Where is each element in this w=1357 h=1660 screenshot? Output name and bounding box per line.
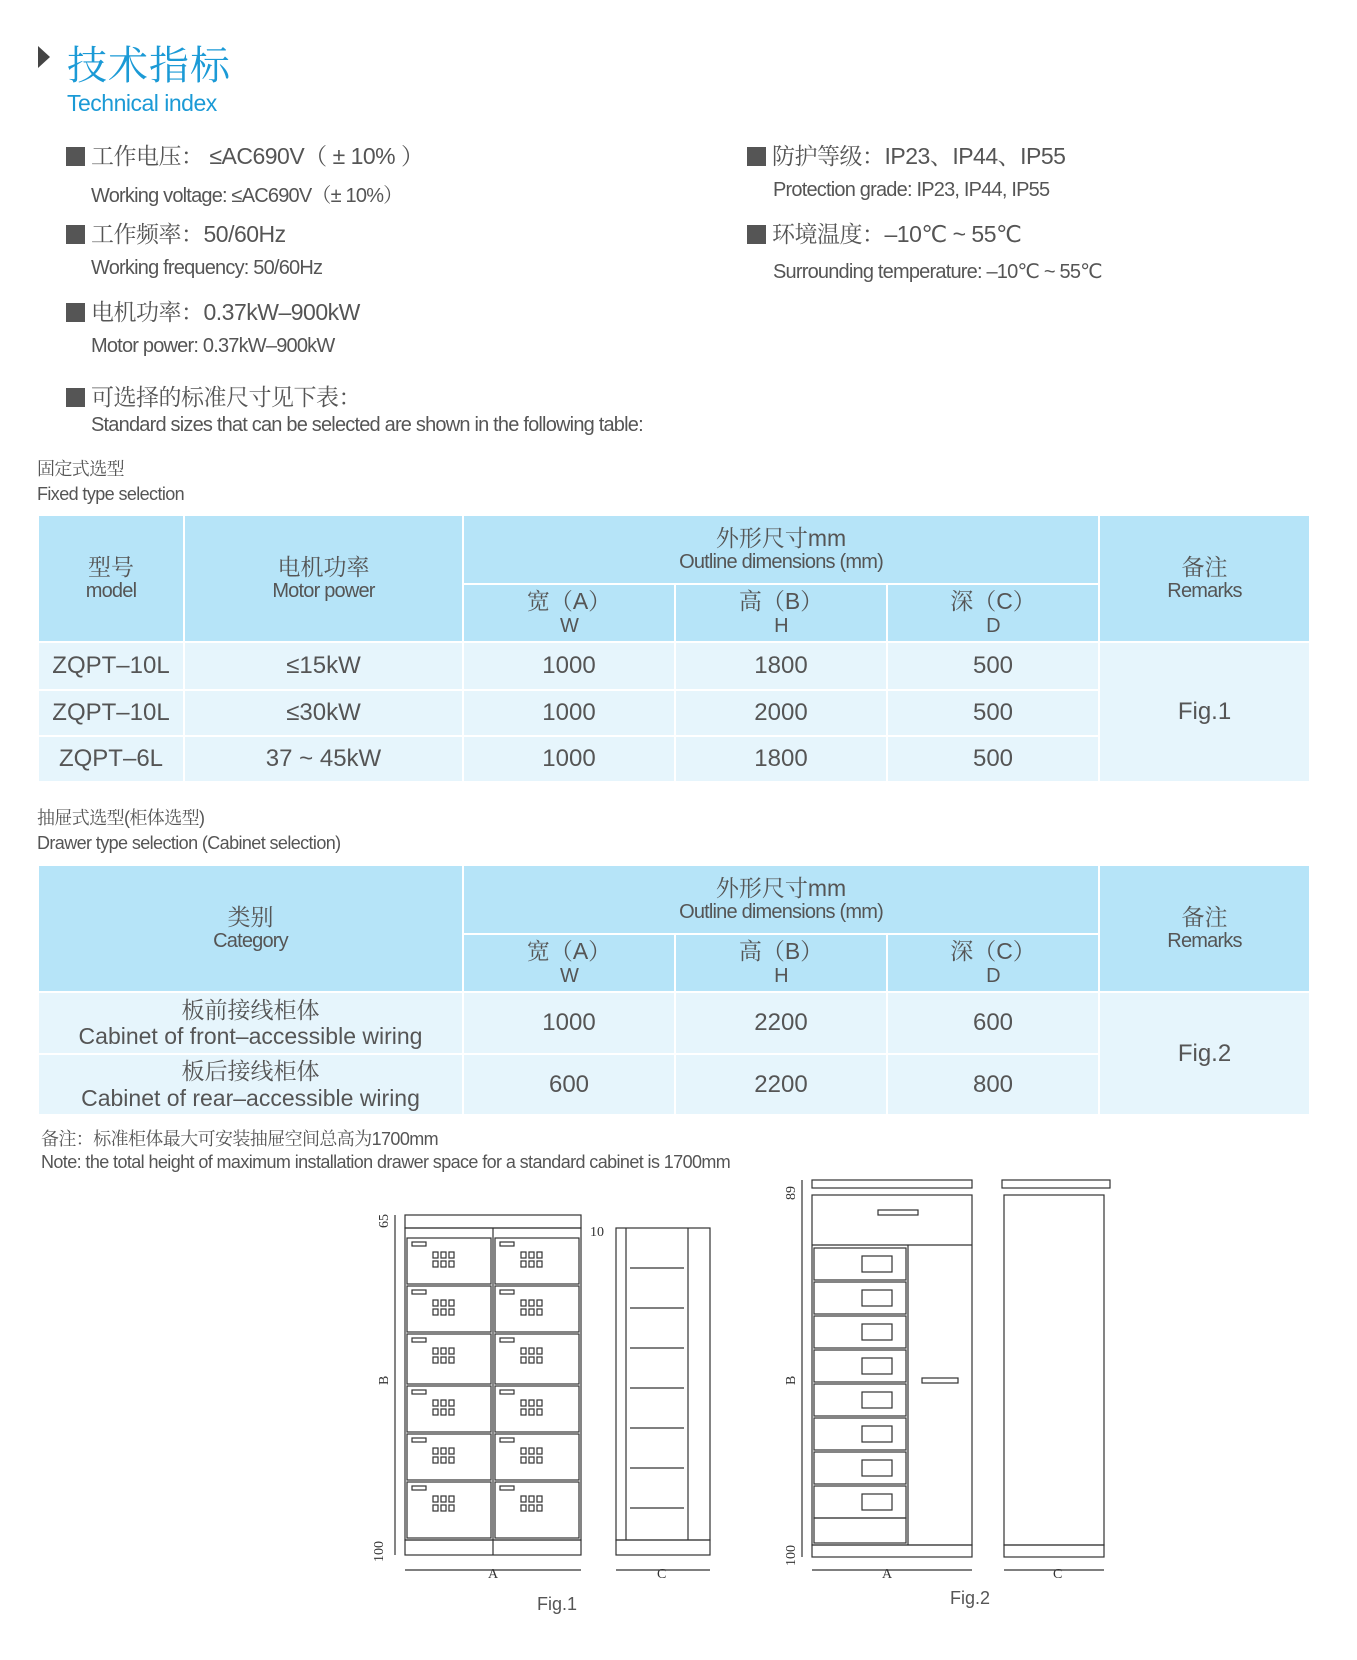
- indicator-icon: [441, 1309, 446, 1315]
- indicator-icon: [537, 1505, 542, 1511]
- meter-panel: [862, 1426, 892, 1442]
- spec-temperature-en: Surrounding temperature: –10℃ ~ 55℃: [773, 261, 1102, 283]
- indicator-icon: [537, 1357, 542, 1363]
- meter-panel: [862, 1290, 892, 1306]
- indicator-icon: [449, 1309, 454, 1315]
- cell-model: ZQPT–10L: [38, 690, 184, 736]
- cabinet-base: [616, 1540, 710, 1555]
- indicator-icon: [521, 1348, 526, 1354]
- cell-category: 板后接线柜体 Cabinet of rear–accessible wiring: [38, 1054, 463, 1115]
- header-width: 宽（A） W: [463, 934, 675, 992]
- cabinet-base: [1004, 1545, 1104, 1557]
- indicator-icon: [537, 1261, 542, 1267]
- note-zh: 备注：标准柜体最大可安装抽屉空间总高为1700mm: [41, 1129, 439, 1149]
- meter-panel: [862, 1256, 892, 1272]
- fig2-label: Fig.2: [950, 1588, 991, 1608]
- indicator-icon: [441, 1457, 446, 1463]
- header-dimensions: 外形尺寸mm Outline dimensions (mm): [463, 515, 1099, 584]
- label-slot: [412, 1338, 426, 1342]
- spec-protection-en: Protection grade: IP23, IP44, IP55: [773, 179, 1050, 201]
- label-slot: [500, 1290, 514, 1294]
- indicator-icon: [537, 1409, 542, 1415]
- label-slot: [500, 1338, 514, 1342]
- indicator-icon: [521, 1400, 526, 1406]
- indicator-icon: [521, 1448, 526, 1454]
- meter-panel: [862, 1494, 892, 1510]
- indicator-icon: [449, 1348, 454, 1354]
- cell-height: 2000: [675, 690, 887, 736]
- fixed-title-zh: 固定式选型: [37, 459, 124, 479]
- top-plate: [1002, 1180, 1110, 1188]
- meter-panel: [862, 1324, 892, 1340]
- handle: [878, 1210, 918, 1215]
- dim-label-b: B: [784, 1375, 799, 1385]
- cabinet-base: [812, 1545, 972, 1557]
- spec-power-zh: 电机功率：0.37kW–900kW: [91, 299, 360, 325]
- indicator-icon: [449, 1400, 454, 1406]
- indicator-icon: [521, 1261, 526, 1267]
- fig2-drawing: [784, 1180, 1110, 1582]
- header-height: 高（B） H: [675, 584, 887, 642]
- indicator-icon: [537, 1400, 542, 1406]
- indicator-icon: [521, 1409, 526, 1415]
- indicator-icon: [537, 1457, 542, 1463]
- cell-depth: 600: [887, 992, 1099, 1054]
- cell-remark: Fig.2: [1099, 992, 1310, 1115]
- cell-height: 2200: [675, 992, 887, 1054]
- cell-power: 37 ~ 45kW: [184, 736, 463, 782]
- indicator-icon: [433, 1496, 438, 1502]
- cell-remark: Fig.1: [1099, 642, 1310, 782]
- cell-height: 1800: [675, 736, 887, 782]
- dim-label-b: B: [377, 1375, 392, 1385]
- indicator-icon: [433, 1348, 438, 1354]
- indicator-icon: [529, 1400, 534, 1406]
- indicator-icon: [537, 1496, 542, 1502]
- cell-category: 板前接线柜体 Cabinet of front–accessible wiring: [38, 992, 463, 1054]
- fixed-title-en: Fixed type selection: [37, 484, 185, 504]
- indicator-icon: [433, 1300, 438, 1306]
- note-en: Note: the total height of maximum installation drawer space for a standard cabinet is 1700mm: [41, 1152, 731, 1172]
- indicator-icon: [433, 1357, 438, 1363]
- indicator-icon: [433, 1505, 438, 1511]
- indicator-icon: [441, 1300, 446, 1306]
- spec-sizes-zh: 可选择的标准尺寸见下表：: [91, 384, 361, 410]
- fig1-label: Fig.1: [537, 1594, 578, 1614]
- indicator-icon: [529, 1252, 534, 1258]
- indicator-icon: [521, 1457, 526, 1463]
- spec-temperature-zh: 环境温度：–10℃ ~ 55℃: [772, 221, 1022, 247]
- spec-protection-zh: 防护等级：IP23、IP44、IP55: [772, 143, 1066, 169]
- indicator-icon: [441, 1496, 446, 1502]
- indicator-icon: [537, 1309, 542, 1315]
- dim-label-c: C: [657, 1567, 667, 1582]
- indicator-icon: [433, 1261, 438, 1267]
- cell-height: 2200: [675, 1054, 887, 1115]
- indicator-icon: [433, 1309, 438, 1315]
- dim-label-100: 100: [372, 1541, 387, 1562]
- indicator-icon: [537, 1448, 542, 1454]
- indicator-icon: [449, 1300, 454, 1306]
- label-slot: [500, 1242, 514, 1246]
- indicator-icon: [441, 1252, 446, 1258]
- indicator-icon: [521, 1252, 526, 1258]
- cabinet-side: [1004, 1195, 1104, 1545]
- indicator-icon: [441, 1357, 446, 1363]
- cell-width: 1000: [463, 690, 675, 736]
- indicator-icon: [441, 1400, 446, 1406]
- header-height: 高（B） H: [675, 934, 887, 992]
- cell-depth: 500: [887, 736, 1099, 782]
- indicator-icon: [449, 1505, 454, 1511]
- indicator-icon: [521, 1309, 526, 1315]
- label-slot: [500, 1438, 514, 1442]
- spec-sizes-en: Standard sizes that can be selected are shown in the following table:: [91, 414, 643, 436]
- indicator-icon: [537, 1252, 542, 1258]
- spec-voltage-zh: 工作电压： ≤AC690V（ ± 10% ）: [91, 143, 424, 169]
- dim-label-100: 100: [784, 1545, 799, 1566]
- header-category: 类别 Category: [38, 865, 463, 992]
- indicator-icon: [441, 1505, 446, 1511]
- label-slot: [412, 1438, 426, 1442]
- fig1-drawing: [372, 1214, 710, 1582]
- dim-label-10: 10: [590, 1225, 604, 1240]
- header-depth: 深（C） D: [887, 934, 1099, 992]
- indicator-icon: [529, 1496, 534, 1502]
- dim-label-65: 65: [377, 1214, 392, 1228]
- spec-power-en: Motor power: 0.37kW–900kW: [91, 335, 335, 357]
- cell-width: 1000: [463, 642, 675, 690]
- cell-depth: 800: [887, 1054, 1099, 1115]
- meter-panel: [862, 1358, 892, 1374]
- cell-power: ≤30kW: [184, 690, 463, 736]
- spec-frequency-zh: 工作频率：50/60Hz: [91, 221, 286, 247]
- indicator-icon: [529, 1261, 534, 1267]
- door-handle: [922, 1378, 958, 1383]
- cell-width: 1000: [463, 992, 675, 1054]
- indicator-icon: [529, 1505, 534, 1511]
- top-plate: [812, 1180, 972, 1188]
- indicator-icon: [449, 1448, 454, 1454]
- dim-label-c: C: [1053, 1567, 1063, 1582]
- cabinet-side: [616, 1228, 710, 1540]
- spec-frequency-en: Working frequency: 50/60Hz: [91, 257, 323, 279]
- drawer-title-en: Drawer type selection (Cabinet selection): [37, 833, 341, 853]
- indicator-icon: [529, 1309, 534, 1315]
- terminal-area: [814, 1518, 906, 1543]
- indicator-icon: [449, 1357, 454, 1363]
- indicator-icon: [449, 1261, 454, 1267]
- indicator-icon: [529, 1357, 534, 1363]
- indicator-icon: [521, 1505, 526, 1511]
- cell-power: ≤15kW: [184, 642, 463, 690]
- indicator-icon: [529, 1348, 534, 1354]
- cell-model: ZQPT–6L: [38, 736, 184, 782]
- indicator-icon: [449, 1457, 454, 1463]
- indicator-icon: [433, 1400, 438, 1406]
- page-subtitle: Technical index: [67, 90, 217, 116]
- cell-depth: 500: [887, 642, 1099, 690]
- meter-panel: [862, 1392, 892, 1408]
- cell-model: ZQPT–10L: [38, 642, 184, 690]
- label-slot: [412, 1242, 426, 1246]
- dim-label-a: A: [488, 1567, 499, 1582]
- header-width: 宽（A） W: [463, 584, 675, 642]
- label-slot: [412, 1390, 426, 1394]
- cell-depth: 500: [887, 690, 1099, 736]
- indicator-icon: [521, 1300, 526, 1306]
- indicator-icon: [529, 1457, 534, 1463]
- header-dimensions: 外形尺寸mm Outline dimensions (mm): [463, 865, 1099, 934]
- indicator-icon: [529, 1409, 534, 1415]
- header-remarks: 备注 Remarks: [1099, 515, 1310, 642]
- indicator-icon: [433, 1448, 438, 1454]
- page-title: 技术指标: [67, 44, 231, 88]
- indicator-icon: [529, 1448, 534, 1454]
- indicator-icon: [441, 1409, 446, 1415]
- indicator-icon: [521, 1357, 526, 1363]
- dim-label-89: 89: [784, 1186, 799, 1200]
- indicator-icon: [433, 1252, 438, 1258]
- spec-voltage-en: Working voltage: ≤AC690V（± 10%）: [91, 185, 403, 207]
- indicator-icon: [537, 1348, 542, 1354]
- header-depth: 深（C） D: [887, 584, 1099, 642]
- dim-label-a: A: [882, 1567, 893, 1582]
- indicator-icon: [441, 1448, 446, 1454]
- indicator-icon: [529, 1300, 534, 1306]
- indicator-icon: [521, 1496, 526, 1502]
- indicator-icon: [433, 1457, 438, 1463]
- meter-panel: [862, 1460, 892, 1476]
- header-remarks: 备注 Remarks: [1099, 865, 1310, 992]
- top-plate: [405, 1215, 581, 1228]
- cell-width: 1000: [463, 736, 675, 782]
- label-slot: [500, 1390, 514, 1394]
- label-slot: [412, 1290, 426, 1294]
- drawer-title-zh: 抽屉式选型(柜体选型): [37, 808, 205, 828]
- header-power: 电机功率 Motor power: [184, 515, 463, 642]
- indicator-icon: [449, 1252, 454, 1258]
- indicator-icon: [449, 1409, 454, 1415]
- label-slot: [412, 1486, 426, 1490]
- label-slot: [500, 1486, 514, 1490]
- indicator-icon: [433, 1409, 438, 1415]
- header-model: 型号 model: [38, 515, 184, 642]
- indicator-icon: [537, 1300, 542, 1306]
- indicator-icon: [441, 1261, 446, 1267]
- indicator-icon: [441, 1348, 446, 1354]
- cell-width: 600: [463, 1054, 675, 1115]
- indicator-icon: [449, 1496, 454, 1502]
- cell-height: 1800: [675, 642, 887, 690]
